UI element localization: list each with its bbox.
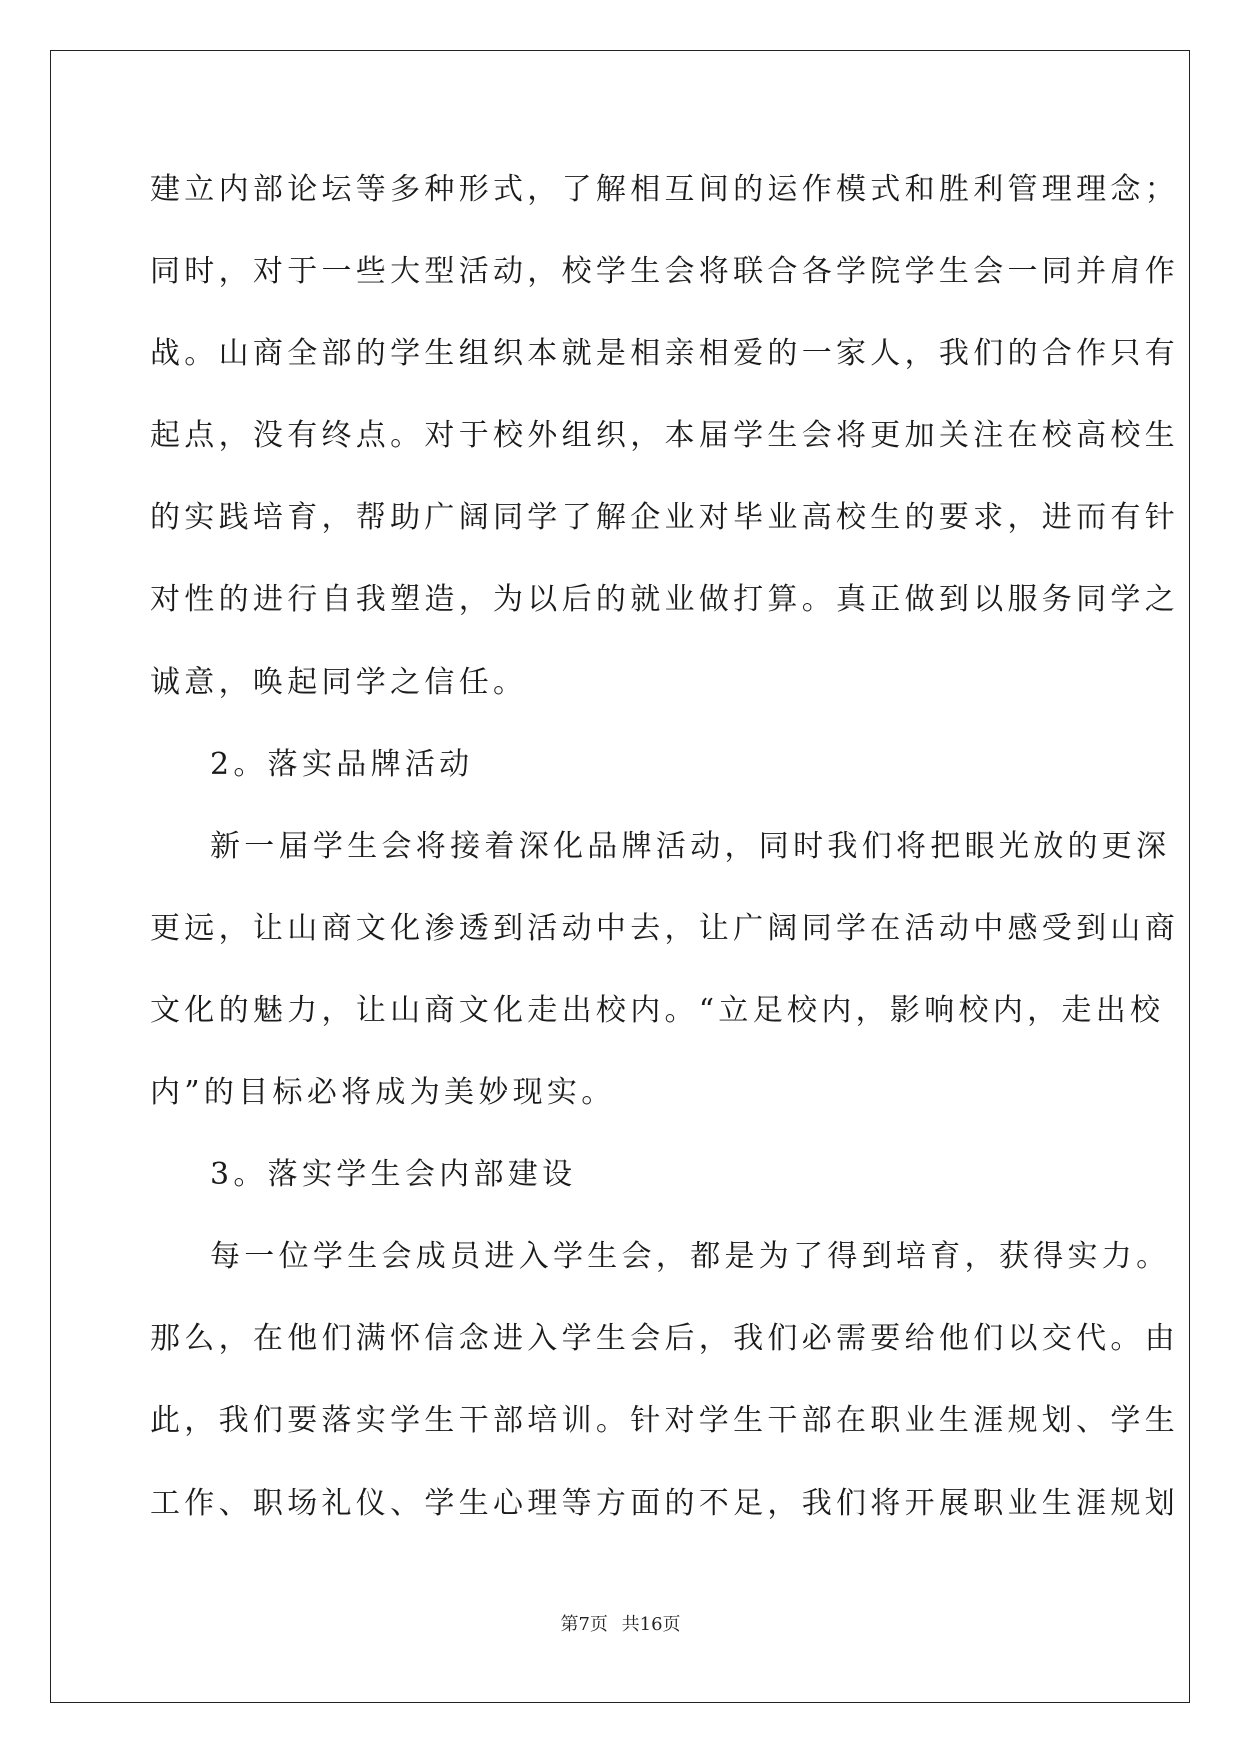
text-line: 新一届学生会将接着深化品牌活动，同时我们将把眼光放的更深 bbox=[210, 828, 1171, 864]
text-line: 战。山商全部的学生组织本就是相亲相爱的一家人，我们的合作只有 bbox=[150, 336, 1179, 372]
text-line: 内”的目标必将成为美妙现实。 bbox=[150, 1075, 616, 1111]
text-line: 起点，没有终点。对于校外组织，本届学生会将更加关注在校高校生 bbox=[150, 418, 1179, 454]
text-line: 同时，对于一些大型活动，校学生会将联合各学院学生会一同并肩作 bbox=[150, 254, 1179, 290]
page-total: 共16页 bbox=[621, 1614, 681, 1635]
text-line: 那么，在他们满怀信念进入学生会后，我们必需要给他们以交代。由 bbox=[150, 1321, 1179, 1357]
text-line: 的实践培育，帮助广阔同学了解企业对毕业高校生的要求，进而有针 bbox=[150, 500, 1179, 536]
section-heading: 3。落实学生会内部建设 bbox=[210, 1157, 577, 1193]
document-body bbox=[150, 160, 1179, 1556]
text-line: 建立内部论坛等多种形式，了解相互间的运作模式和胜利管理理念； bbox=[150, 172, 1179, 207]
text-line: 更远，让山商文化渗透到活动中去，让广阔同学在活动中感受到山商 bbox=[150, 910, 1179, 946]
text-line: 工作、职场礼仪、学生心理等方面的不足，我们将开展职业生涯规划 bbox=[150, 1485, 1179, 1521]
text-line: 诚意，唤起同学之信任。 bbox=[150, 664, 528, 700]
page-footer bbox=[0, 1610, 1241, 1636]
section-heading: 2。落实品牌活动 bbox=[210, 746, 474, 782]
text-line: 对性的进行自我塑造，为以后的就业做打算。真正做到以服务同学之 bbox=[150, 582, 1179, 618]
text-line: 每一位学生会成员进入学生会，都是为了得到培育，获得实力。 bbox=[210, 1239, 1171, 1275]
text-line: 此，我们要落实学生干部培训。针对学生干部在职业生涯规划、学生 bbox=[150, 1403, 1179, 1439]
text-line: 文化的魅力，让山商文化走出校内。“立足校内，影响校内，走出校 bbox=[150, 992, 1165, 1028]
page-number: 第7页 bbox=[560, 1614, 608, 1635]
